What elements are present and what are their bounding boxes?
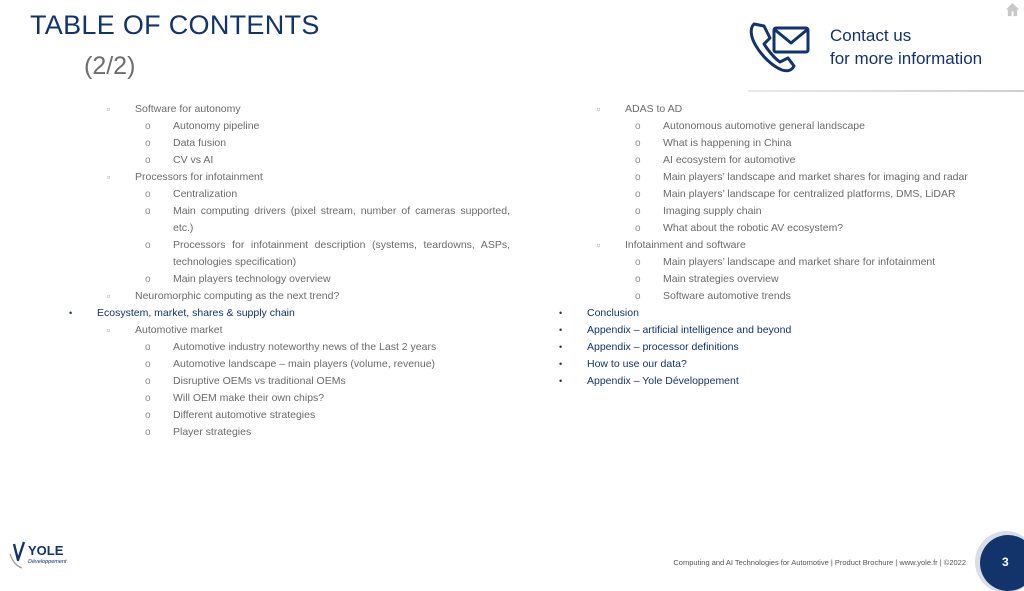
bullet-circle-icon: o [145,427,151,438]
toc-item-label: Main players technology overview [173,273,331,285]
bullet-square-icon: ▫ [597,104,601,114]
bullet-circle-icon: o [635,223,641,234]
bullet-circle-icon: o [145,410,151,421]
toc-item[interactable] [60,339,510,356]
bullet-dot-icon: • [559,342,563,352]
yole-logo [8,538,78,570]
toc-item-label: Autonomy pipeline [173,120,260,132]
toc-item-label: Processors for infotainment [135,171,263,183]
toc-item-label: Infotainment and software [625,239,746,251]
toc-item-label: CV vs AI [173,154,214,166]
toc-item-label: Different automotive strategies [173,409,316,421]
toc-item-label: Appendix – processor definitions [587,341,739,353]
bullet-square-icon: ▫ [597,240,601,250]
toc-item[interactable] [550,118,980,135]
toc-left-column [60,101,510,441]
toc-item[interactable] [60,135,510,152]
toc-item-label: Main strategies overview [663,273,779,285]
toc-item-label: Will OEM make their own chips? [173,392,325,404]
toc-item-label: Appendix – artificial intelligence and beyond [587,324,792,336]
page-number: 3 [1002,555,1009,569]
toc-item[interactable] [550,169,980,186]
toc-item[interactable] [550,322,980,339]
toc-item[interactable] [550,101,980,118]
contact-line-1: Contact us [830,26,912,45]
toc-item-label: Disruptive OEMs vs traditional OEMs [173,375,346,387]
toc-right-column [550,101,980,390]
toc-item-label: What about the robotic AV ecosystem? [663,222,844,234]
toc-item-label: Ecosystem, market, shares & supply chain [97,307,295,319]
toc-item-label: Neuromorphic computing as the next trend? [135,290,340,302]
bullet-circle-icon: o [635,172,641,183]
toc-item[interactable] [60,424,510,441]
bullet-dot-icon: • [559,325,563,335]
bullet-circle-icon: o [635,291,641,302]
bullet-circle-icon: o [145,206,151,217]
toc-item-label: Conclusion [587,307,639,319]
toc-item-label: Software for autonomy [135,103,241,115]
toc-item[interactable] [550,186,980,203]
bullet-circle-icon: o [635,121,641,132]
toc-item[interactable] [60,356,510,373]
bullet-circle-icon: o [635,257,641,268]
toc-item[interactable] [60,373,510,390]
bullet-circle-icon: o [145,240,151,251]
toc-item-label: Autonomous automotive general landscape [663,120,865,132]
toc-item[interactable] [60,271,510,288]
bullet-dot-icon: • [559,376,563,386]
toc-item[interactable] [60,322,510,339]
toc-item-label: Software automotive trends [663,290,791,302]
toc-item[interactable] [60,390,510,407]
home-icon[interactable] [1005,2,1020,17]
toc-item-label: Imaging supply chain [663,205,762,217]
bullet-circle-icon: o [635,155,641,166]
phone-mail-icon [748,18,812,76]
toc-item[interactable] [550,271,980,288]
bullet-dot-icon: • [559,359,563,369]
toc-item-label: Main players’ landscape and market shares for imaging and radar [663,171,968,183]
toc-item[interactable] [550,356,980,373]
toc-item[interactable] [60,407,510,424]
toc-item[interactable] [60,305,510,322]
toc-item[interactable] [60,237,510,271]
bullet-square-icon: ▫ [107,104,111,114]
bullet-square-icon: ▫ [107,172,111,182]
toc-item[interactable] [60,288,510,305]
contact-box[interactable] [748,18,1018,78]
bullet-circle-icon: o [145,393,151,404]
toc-item[interactable] [550,305,980,322]
bullet-circle-icon: o [145,342,151,353]
page-title: TABLE OF CONTENTS [30,10,320,40]
toc-item[interactable] [550,220,980,237]
toc-item-label: How to use our data? [587,358,687,370]
toc-item[interactable] [550,339,980,356]
toc-item-label: Appendix – Yole Développement [587,375,739,387]
bullet-circle-icon: o [145,138,151,149]
bullet-circle-icon: o [145,274,151,285]
toc-item[interactable] [550,203,980,220]
toc-item-label: Main players’ landscape and market share for infotainment [663,256,936,268]
bullet-circle-icon: o [145,155,151,166]
toc-item[interactable] [60,118,510,135]
header-divider [748,90,1024,92]
bullet-circle-icon: o [635,274,641,285]
bullet-circle-icon: o [145,121,151,132]
toc-item[interactable] [60,101,510,118]
page-subtitle: (2/2) [84,52,136,80]
bullet-circle-icon: o [145,359,151,370]
toc-item[interactable] [550,152,980,169]
bullet-circle-icon: o [635,138,641,149]
bullet-circle-icon: o [145,376,151,387]
toc-item-label: Main players’ landscape for centralized platforms, DMS, LiDAR [663,188,956,200]
page-number-badge [980,535,1024,591]
contact-text[interactable] [830,24,982,70]
toc-item[interactable] [550,135,980,152]
toc-item[interactable] [550,254,980,271]
bullet-square-icon: ▫ [107,291,111,301]
toc-item[interactable] [60,203,510,237]
contact-line-2: for more information [830,49,983,68]
toc-item-label: Processors for infotainment description (systems, teardowns, ASPs, technologies specification) [173,239,510,268]
toc-item-label: Main computing drivers (pixel stream, number of cameras supported, etc.) [173,205,510,234]
toc-item[interactable] [60,152,510,169]
toc-item[interactable] [60,169,510,186]
bullet-circle-icon: o [635,206,641,217]
toc-item-label: ADAS to AD [625,103,683,115]
bullet-dot-icon: • [69,308,73,318]
logo-wordmark: YOLE [28,543,64,558]
toc-item-label: Player strategies [173,426,252,438]
toc-item[interactable] [550,288,980,305]
footer-text: Computing and AI Technologies for Automotive | Product Brochure | www.yole.fr | ©2022 [673,558,966,567]
bullet-square-icon: ▫ [107,325,111,335]
bullet-circle-icon: o [145,189,151,200]
toc-item[interactable] [60,186,510,203]
toc-item-label: Data fusion [173,137,227,149]
toc-item-label: Automotive landscape – main players (volume, revenue) [173,358,436,370]
bullet-circle-icon: o [635,189,641,200]
logo-tagline: Développement [28,559,67,565]
toc-item-label: What is happening in China [663,137,792,149]
toc-item-label: Automotive market [135,324,223,336]
toc-item-label: AI ecosystem for automotive [663,154,796,166]
toc-item-label: Automotive industry noteworthy news of the Last 2 years [173,341,437,353]
toc-item-label: Centralization [173,188,238,200]
toc-item[interactable] [550,373,980,390]
toc-item[interactable] [550,237,980,254]
bullet-dot-icon: • [559,308,563,318]
